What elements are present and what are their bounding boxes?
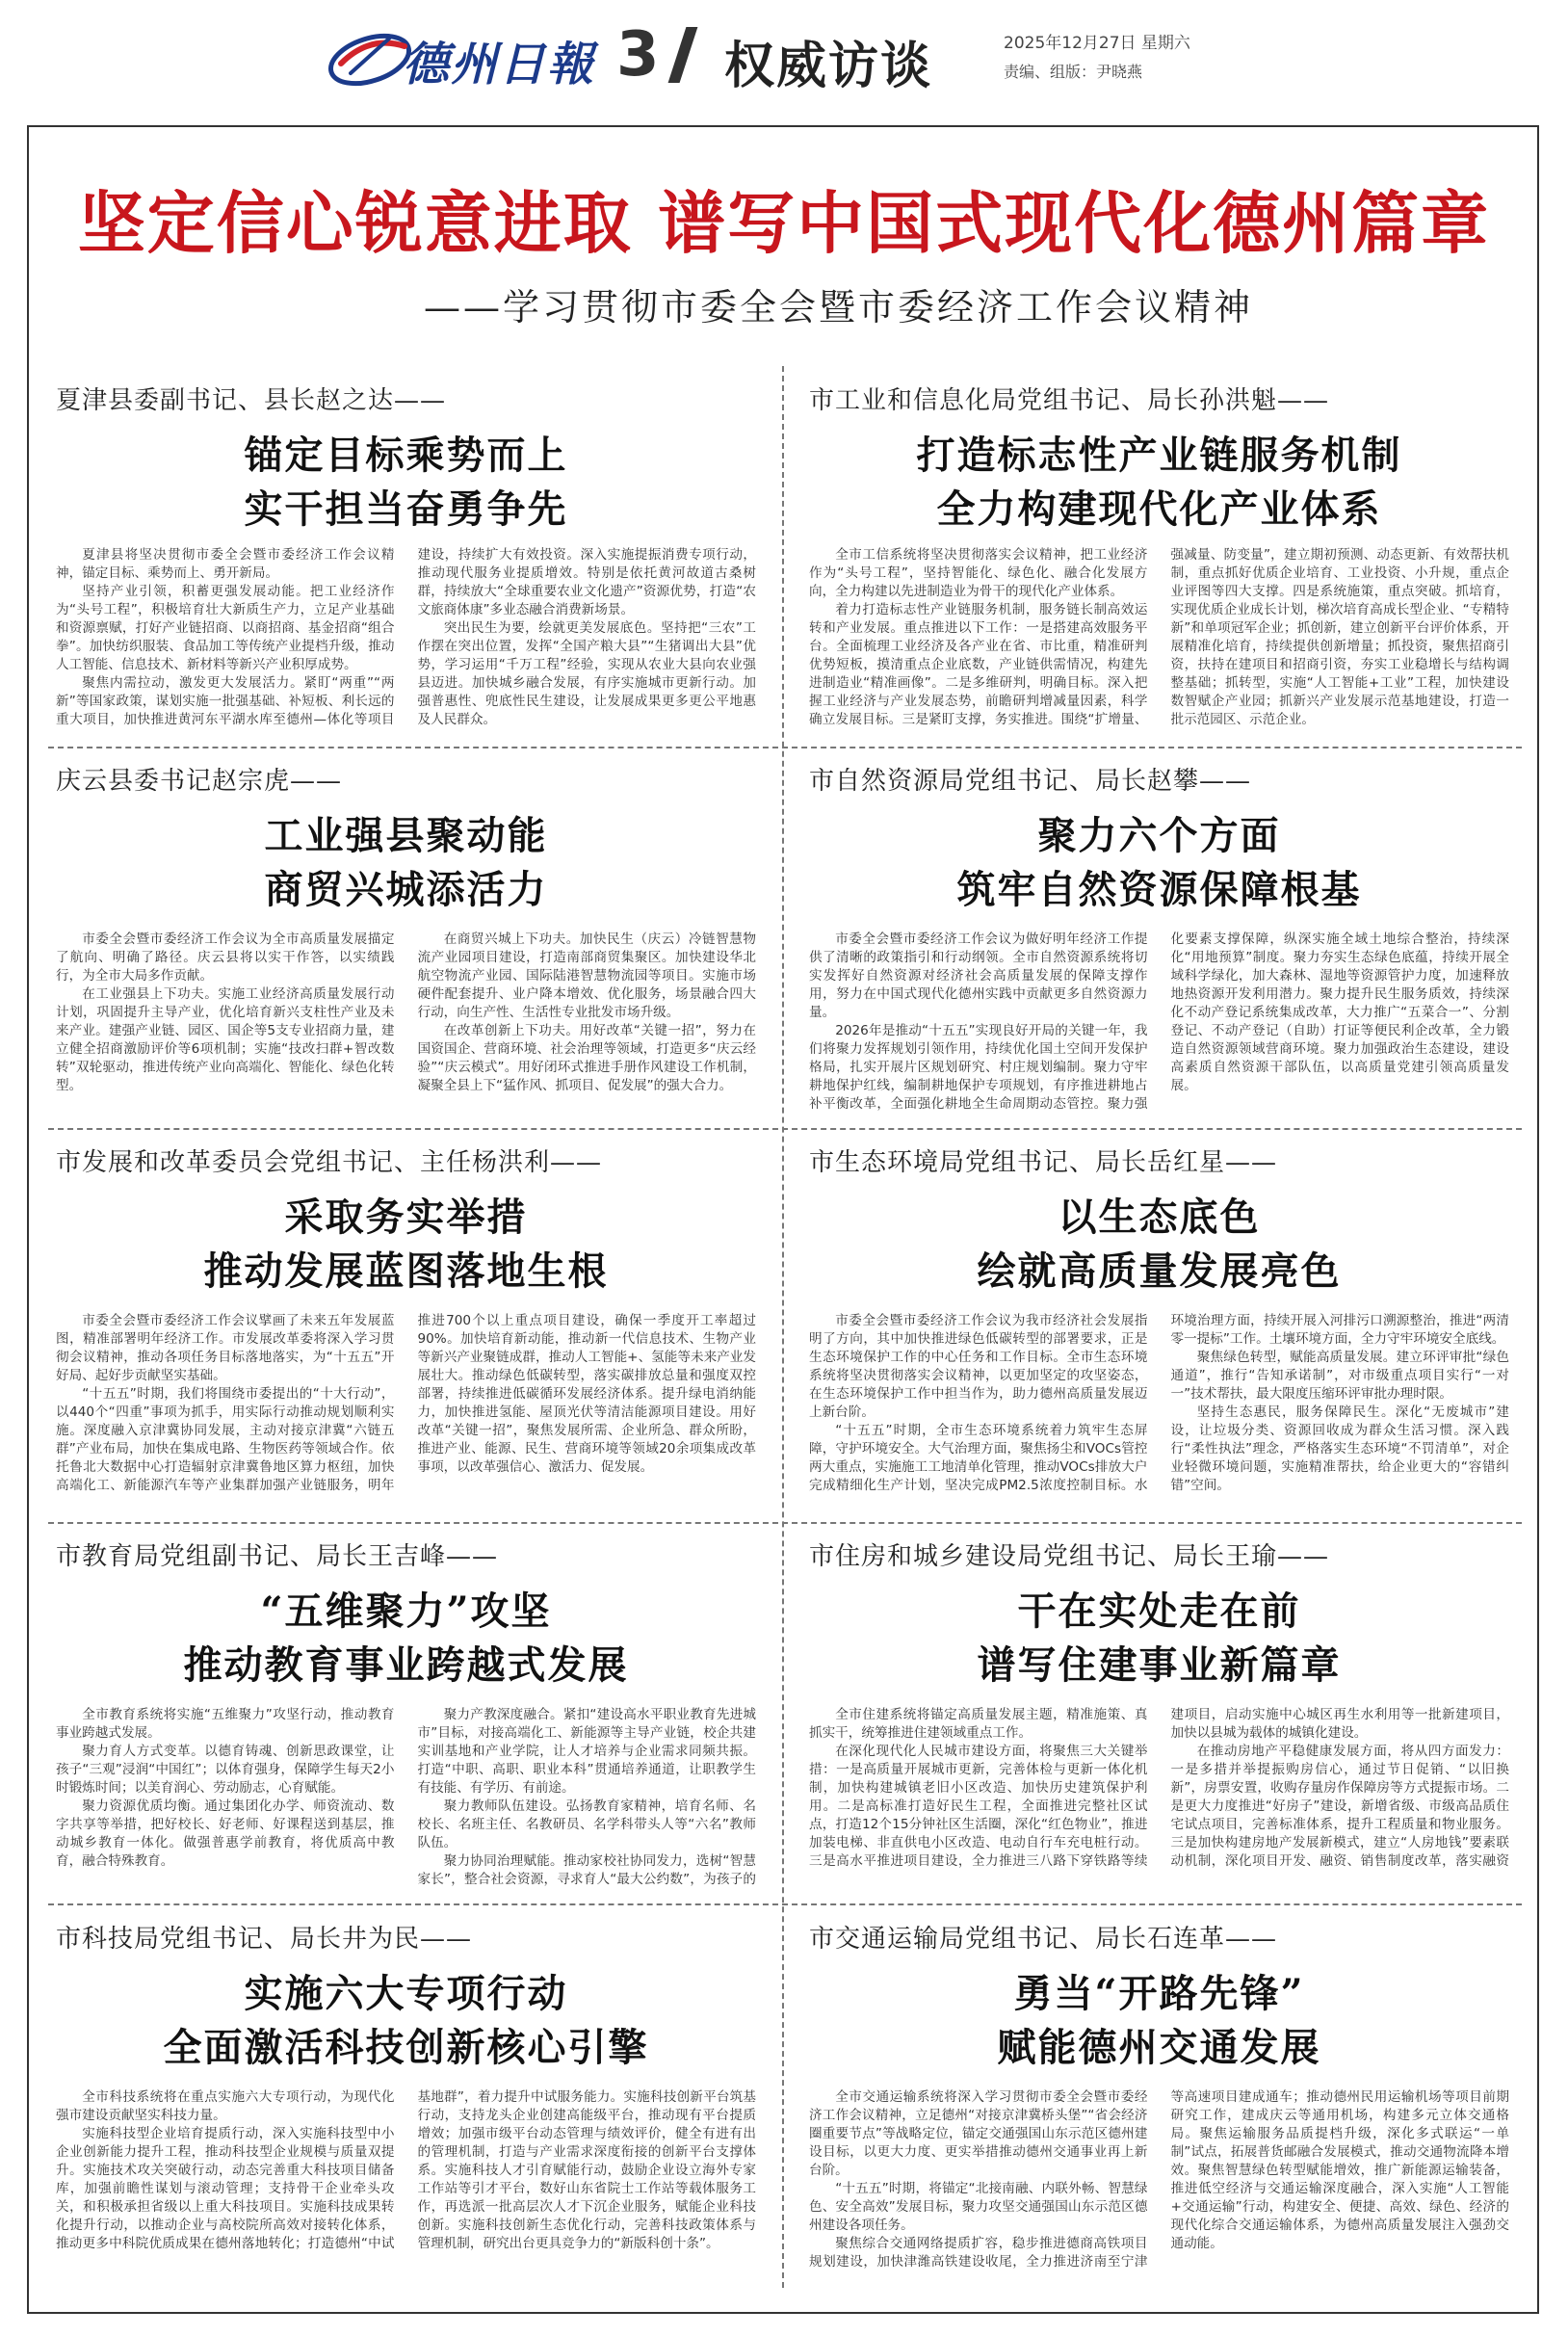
article-headline: 采取务实举措: [284, 1194, 528, 1240]
article-xiajin: [56, 381, 756, 737]
article-body: [56, 1312, 756, 1510]
paragraph: 在改革创新上下功夫。用好改革“关键一招”，努力在国资国企、营商环境、社会治理等领域，打造更多“庆云经验”“庆云模式”。用好闭环式推进手册作风建设工作机制，凝聚全县上下“猛作风、抓项目、促发展”的强大合力。: [417, 1023, 756, 1093]
article-byline: 庆云县委书记赵宗虎——: [56, 767, 343, 796]
paragraph: “十五五”时期，全市生态环境系统着力筑牢生态屏障，守护环境安全。大气治理方面，聚焦扬尘和VOCs管控两大重点，实施施工工地清单化管理，推动VOCs排放大户完成精细化生产计划，坚决完成PM2.5浓度控制目标。水环境治理方面，持续开展入河排污口溯源整治，推进“两清零一提标”工作。土壤环境方面，全力守牢环境安全底线。: [809, 1313, 1509, 1493]
paragraph: 市委全会暨市委经济工作会议为做好明年经济工作提供了清晰的政策指引和行动纲领。全市自然资源系统将切实发挥好自然资源对经济社会高质量发展的保障支撑作用，努力在中国式现代化德州实践中贡献更多自然资源力量。: [809, 932, 1148, 1020]
paragraph: 全市住建系统将锚定高质量发展主题，精准施策、真抓实干，统筹推进住建领域重点工作。: [809, 1707, 1148, 1741]
article-science-technology: [56, 1919, 756, 2299]
article-body: [56, 546, 756, 739]
paragraph: 聚力产教深度融合。紧扣“建设高水平职业教育先进城市”目标，对接高端化工、新能源等主导产业链，校企共建实训基地和产业学院，让人才培养与企业需求同频共振。打造“中职、高职、职业本科”贯通培养通道，让职教学生有技能、有学历、有前途。: [417, 1707, 756, 1796]
section-name: 权威访谈: [724, 38, 933, 95]
paragraph: 坚持生态惠民，服务保障民生。深化“无废城市”建设，让垃圾分类、资源回收成为群众生活习惯。深入践行“柔性执法”理念，严格落实生态环境“不罚清单”，对企业轻微环境问题，实施精准帮扶，给企业更大的“容错纠错”空间。: [1170, 1404, 1509, 1493]
row-divider: [48, 1128, 1522, 1130]
paragraph: 全市交通运输系统将深入学习贯彻市委全会暨市委经济工作会议精神，立足德州“对接京津冀桥头堡”“省会经济圈重要节点”等战略定位，锚定交通强国山东示范区德州建设目标，以更大力度、更实举措推动德州交通事业再上新台阶。: [809, 2089, 1148, 2178]
article-body: [56, 1706, 756, 1895]
paragraph: 市委全会暨市委经济工作会议为我市经济社会发展指明了方向，其中加快推进绿色低碳转型的部署要求，正是生态环境保护工作的中心任务和工作目标。全市生态环境系统将坚决贯彻落实会议精神，以更加坚定的攻坚姿态，在生态环境保护工作中担当作为，助力德州高质量发展迈上新台阶。: [809, 1313, 1148, 1420]
masthead: [0, 0, 1568, 114]
article-qingyun: [56, 761, 756, 1117]
paragraph: 聚焦综合交通网络提质扩容，稳步推进德商高铁项目规划建设，加快津潍高铁建设收尾，全力推进济南至宁津等高速项目建成通车；推动德州民用运输机场等项目前期研究工作，建成庆云等通用机场，构建多元立体交通格局。聚焦运输服务品质提档升级，深化多式联运“一单制”试点，拓展普货邮融合发展模式，推动交通物流降本增效。聚焦智慧绿色转型赋能增效，推广新能源运输装备，推进低空经济与交通运输深度融合，深入实施“人工智能+交通运输”行动，构建安全、便捷、高效、绿色、经济的现代化综合交通运输体系，为德州高质量发展注入强劲交通动能。: [809, 2089, 1509, 2270]
paragraph: 聚力资源优质均衡。通过集团化办学、师资流动、数字共享等举措，把好校长、好老师、好课程送到基层，推动城乡教育一体化。做强普惠学前教育，将优质高中教育，融合特殊教育。: [56, 1798, 395, 1869]
publish-date: 2025年12月27日 星期六: [1004, 34, 1190, 53]
paragraph: 聚焦内需拉动，激发更大发展活力。紧盯“两重”“两新”等国家政策，谋划实施一批强基础、补短板、利长远的重大项目，加快推进黄河东平湖水库至德州—体化等项目建设，持续扩大有效投资。深入实施提振消费专项行动，推动现代服务业提质增效。特别是依托黄河故道古桑树群，持续放大“全球重要农业文化遗产”资源优势，打造“农文旅商体康”多业态融合消费新场景。: [56, 547, 756, 727]
article-body: [809, 546, 1509, 739]
paragraph: 着力打造标志性产业链服务机制，服务链长制高效运转和产业发展。重点推进以下工作：一是搭建高效服务平台。全面梳理工业经济及各产业在省、市比重，精准研判优势短板，摸清重点企业底数，产业链供需情况，构建先进制造业“精准画像”。二是多维研判，明确目标。深入把握工业经济与产业发展态势，前瞻研判增减量因素，科学确立发展目标。三是紧盯支撑，务实推进。围绕“扩增量、强减量、防变量”，建立期初预测、动态更新、有效帮扶机制，重点抓好优质企业培育、工业投资、小升规，重点企业评图等四大支撑。四是系统施策，重点突破。抓培育，实现优质企业成长计划，梯次培育高成长型企业、“专精特新”和单项冠军企业；抓创新，建立创新平台评价体系，开展精准化培育，持续提供创新增量；抓投资，聚焦招商引资，扶持在建项目和招商引资，夯实工业稳增长与结构调整基础；抓转型，实施“人工智能+工业”工程，加快建设数智赋企产业园；抓新兴产业发展示范基地建设，打造一批示范园区、示范企业。: [809, 547, 1509, 727]
article-headline: 谱写住建事业新篇章: [977, 1642, 1342, 1688]
article-housing-construction: [809, 1536, 1509, 1893]
article-headline: 聚力六个方面: [1037, 813, 1281, 858]
paragraph: 坚持产业引领，积蓄更强发展动能。把工业经济作为“头号工程”，积极培育壮大新质生产力，立足产业基础和资源禀赋，打好产业链招商、以商招商、基金招商“组合拳”。加快纺织服装、食品加工等传统产业提档升级，推动人工智能、信息技术、新材料等新兴产业积厚成势。: [56, 584, 395, 672]
article-body: [56, 2088, 756, 2295]
article-headline: 绘就高质量发展亮色: [977, 1248, 1342, 1294]
article-headline: 全面激活科技创新核心引擎: [163, 2025, 649, 2070]
article-industry-info: [809, 381, 1509, 737]
article-natural-resources: [809, 761, 1509, 1117]
article-headline: 实干担当奋勇争先: [244, 486, 568, 532]
paragraph: “十五五”时期，我们将围绕市委提出的“十大行动”，以440个“四重”事项为抓手，用实际行动推动规划顺利实施。深度融入京津冀协同发展，主动对接京津冀“六链五群”产业布局，加快在集成电路、生物医药等领域合作。依托鲁北大数据中心打造辐射京津冀鲁地区算力枢纽，加快高端化工、新能源汽车等产业集群加强产业链服务，明年推进700个以上重点项目建设，确保一季度开工率超过90%。加快培育新动能，推动新一代信息技术、生物产业等新兴产业聚链成群，推动人工智能+、氢能等未来产业发展壮大。推动绿色低碳转型，落实碳排放总量和强度双控部署，持续推进低碳循环发展经济体系。提升绿电消纳能力，加快推进氢能、屋顶光伏等清洁能源项目建设。用好改革“关键一招”，聚焦发展所需、企业所急、群众所盼，推进产业、能源、民生、营商环境等领域20余项集成改革事项，以改革强信心、激活力、促发展。: [56, 1313, 756, 1493]
article-byline: 市住房和城乡建设局党组书记、局长王瑜——: [809, 1542, 1330, 1571]
article-byline: 市教育局党组副书记、局长王吉峰——: [56, 1542, 499, 1571]
paragraph: 突出民生为要，绘就更美发展底色。坚持把“三农”工作摆在突出位置，发挥“全国产粮大县”“生猪调出大县”优势，学习运用“千万工程”经验，实现从农业大县向农业强县迈进。加快城乡融合发展，有序实施城市更新行动。加强普惠性、兜底性民生建设，让发展成果更多更公平地惠及人民群众。: [417, 620, 756, 727]
article-headline: 干在实处走在前: [1017, 1588, 1301, 1634]
article-body: [809, 1312, 1509, 1510]
article-body: [809, 931, 1509, 1119]
article-ecology-environment: [809, 1142, 1509, 1512]
slash-divider: [668, 27, 698, 83]
article-education: [56, 1536, 756, 1893]
paragraph: 聚力育人方式变革。以德育铸魂、创新思政课堂，让孩子“三观”浸润“中国红”；以体育强身，保障学生每天2小时锻炼时间；以美育润心、劳动励志，心育赋能。: [56, 1744, 395, 1796]
article-byline: 市科技局党组书记、局长井为民——: [56, 1925, 473, 1954]
editor-credit: 责编、组版：尹晓燕: [1004, 63, 1143, 81]
article-headline: 锚定目标乘势而上: [244, 433, 568, 478]
article-byline: 市交通运输局党组书记、局长石连革——: [809, 1925, 1278, 1954]
paragraph: 在深化现代化人民城市建设方面，将聚焦三大关键举措：一是高质量开展城市更新，完善体检与更新一体化机制，加快构建城镇老旧小区改造、加快历史建筑保护利用。二是高标准打造好民生工程，全面推进完整社区试点，打造12个15分钟社区生活圈，深化“红色物业”，推进加装电梯、非直供电小区改造、电动自行车充电桩行动。三是高水平推进项目建设，全力推进三八路下穿铁路等续建项目，启动实施中心城区再生水利用等一批新建项目，加快以县城为载体的城镇化建设。: [809, 1707, 1509, 1869]
article-headline: 全力构建现代化产业体系: [936, 486, 1382, 532]
article-byline: 夏津县委副书记、县长赵之达——: [56, 386, 447, 415]
article-transportation: [809, 1919, 1509, 2299]
article-headline: 推动发展蓝图落地生根: [203, 1248, 609, 1294]
row-divider: [48, 1903, 1522, 1905]
article-body: [809, 2088, 1509, 2295]
article-headline: 工业强县聚动能: [264, 813, 548, 858]
paragraph: 在商贸兴城上下功夫。加快民生（庆云）冷链智慧物流产业园项目建设，打造南部商贸集聚区。加快建设华北航空物流产业园、国际陆港智慧物流园等项目。实施市场硬件配套提升、业户降本增效、优化服务，场景融合四大行动，向生产性、生活性专业批发市场升级。: [417, 932, 756, 1020]
paragraph: 聚力教师队伍建设。弘扬教育家精神，培育名师、名校长、名班主任、名教研员、名学科带头人等“六名”教师队伍。: [417, 1798, 756, 1850]
paragraph: 聚焦绿色转型，赋能高质量发展。建立环评审批“绿色通道”，推行“告知承诺制”，对市级重点项目实行“一对一”技术帮扶，最大限度压缩环评审批办理时限。: [1170, 1350, 1509, 1402]
page-number: 3: [616, 19, 660, 91]
article-headline: “五维聚力”攻坚: [260, 1588, 552, 1634]
paragraph: 在推动房地产平稳健康发展方面，将从四方面发力：一是多措并举提振购房信心，通过节日促销、“以旧换新”，房票安置，收购存量房作保障房等方式提振市场。二是更大力度推进“好房子”建设，新增省级、市级高品质住宅试点项目，完善标准体系，提升工程质量和物业服务。三是加快构建房地产发展新模式，建立“人房地钱”要素联动机制，深化项目开发、融资、销售制度改革，落实融资: [1170, 1744, 1509, 1869]
article-headline: 打造标志性产业链服务机制: [916, 433, 1402, 478]
paragraph: 市委全会暨市委经济工作会议擘画了未来五年发展蓝图，精准部署明年经济工作。市发展改革委将深入学习贯彻会议精神，推动各项任务目标落地落实，为“十五五”开好局、起好步贡献坚实基础。: [56, 1313, 395, 1383]
column-divider: [782, 366, 784, 2288]
paragraph: 实施科技型企业培育提质行动，深入实施科技型中小企业创新能力提升工程，推动科技型企业规模与质量双提升。实施技术攻关突破行动，动态完善重大科技项目储备库，加强前瞻性谋划与滚动管理；支持骨干企业牵头攻关，和积极承担省级以上重大科技项目。实施科技成果转化提升行动，以推动企业与高校院所高效对接转化体系，推动更多中科院优质成果在德州落地转化；打造德州“中试基地群”，着力提升中试服务能力。实施科技创新平台筑基行动，支持龙头企业创建高能级平台，推动现有平台提质增效；加强市级平台动态管理与绩效评价，健全有进有出的管理机制，打造与产业需求深度衔接的创新平台支撑体系。实施科技人才引育赋能行动，鼓励企业设立海外专家工作站等引才平台，数好山东省院士工作站等载体服务工作，再选派一批高层次人才下沉企业服务，赋能企业科技创新。实施科技创新生态优化行动，完善科技政策体系与管理机制，研究出台更具竞争力的“新版科创十条”。: [56, 2089, 756, 2251]
paragraph: 全市教育系统将实施“五维聚力”攻坚行动，推动教育事业跨越式发展。: [56, 1707, 395, 1741]
row-divider: [48, 747, 1522, 748]
paragraph: 聚力协同治理赋能。推动家校社协同发力，选树“智慧家长”，整合社会资源，寻求育人“最大公约数”，为孩子的: [417, 1853, 756, 1887]
article-headline: 筑牢自然资源保障根基: [956, 867, 1362, 912]
article-headline: 推动教育事业跨越式发展: [183, 1642, 629, 1688]
article-byline: 市自然资源局党组书记、局长赵攀——: [809, 767, 1252, 796]
article-byline: 市发展和改革委员会党组书记、主任杨洪利——: [56, 1148, 603, 1177]
article-headline: 勇当“开路先锋”: [1013, 1971, 1305, 2016]
article-headline: 实施六大专项行动: [244, 1971, 568, 2016]
paragraph: 全市科技系统将在重点实施六大专项行动，为现代化强市建设贡献坚实科技力量。: [56, 2089, 395, 2123]
page-title: 坚定信心锐意进取 谱写中国式现代化德州篇章: [77, 184, 1491, 263]
paragraph: 市委全会暨市委经济工作会议为全市高质量发展描定了航向、明确了路径。庆云县将以实干作答，以实绩践行，为全市大局多作贡献。: [56, 932, 395, 984]
article-body: [809, 1706, 1509, 1895]
article-headline: 商贸兴城添活力: [264, 867, 548, 912]
article-development-reform: [56, 1142, 756, 1512]
article-headline: 以生态底色: [1058, 1194, 1261, 1240]
paragraph: 在工业强县上下功夫。实施工业经济高质量发展行动计划，巩固提升主导产业，优化培育新兴支柱性产业及未来产业。建强产业链、园区、国企等5支专业招商力量，建立健全招商激励评价等6项机制；实施“技改扫群+智改数转”双轮驱动，推进传统产业向高端化、智能化、绿色化转型。: [56, 986, 395, 1093]
article-byline: 市工业和信息化局党组书记、局长孙洪魁——: [809, 386, 1330, 415]
article-headline: 赋能德州交通发展: [997, 2025, 1321, 2070]
article-body: [56, 931, 756, 1119]
row-divider: [48, 1522, 1522, 1524]
paragraph: 2026年是推动“十五五”实现良好开局的关键一年，我们将聚力发挥规划引领作用，持续优化国土空间开发保护格局，扎实开展片区规划研究、村庄规划编制。聚力守牢耕地保护红线，编制耕地保护专项规划，有序推进耕地占补平衡改革，全面强化耕地全生命周期动态管控。聚力强化要素支撑保障，纵深实施全域土地综合整治，持续深化“用地预算”制度。聚力夯实生态绿色底蕴，持续开展全域科学绿化，加大森林、湿地等资源管护力度，加速释放地热资源开发利用潜力。聚力提升民生服务质效，持续深化不动产登记系统集成改革，大力推广“五菜合一”、分割登记、不动产登记（自助）打证等便民利企改革，全力锻造自然资源领域营商环境。聚力加强政治生态建设，建设高素质自然资源干部队伍，以高质量党建引领高质量发展。: [809, 932, 1509, 1112]
article-byline: 市生态环境局党组书记、局长岳红星——: [809, 1148, 1278, 1177]
paragraph: 夏津县将坚决贯彻市委全会暨市委经济工作会议精神，锚定目标、乘势而上、勇开新局。: [56, 547, 395, 581]
paragraph: “十五五”时期，将锚定“北接南融、内联外畅、智慧绿色、安全高效”发展目标，聚力攻坚交通强国山东示范区德州建设各项任务。: [809, 2181, 1148, 2233]
paragraph: 全市工信系统将坚决贯彻落实会议精神，把工业经济作为“头号工程”，坚持智能化、绿色化、融合化发展方向，全力构建以先进制造业为骨干的现代化产业体系。: [809, 547, 1148, 599]
page-subtitle: ——学习贯彻市委全会暨市委经济工作会议精神: [424, 286, 1254, 328]
newspaper-name: 德州日報: [403, 38, 596, 92]
